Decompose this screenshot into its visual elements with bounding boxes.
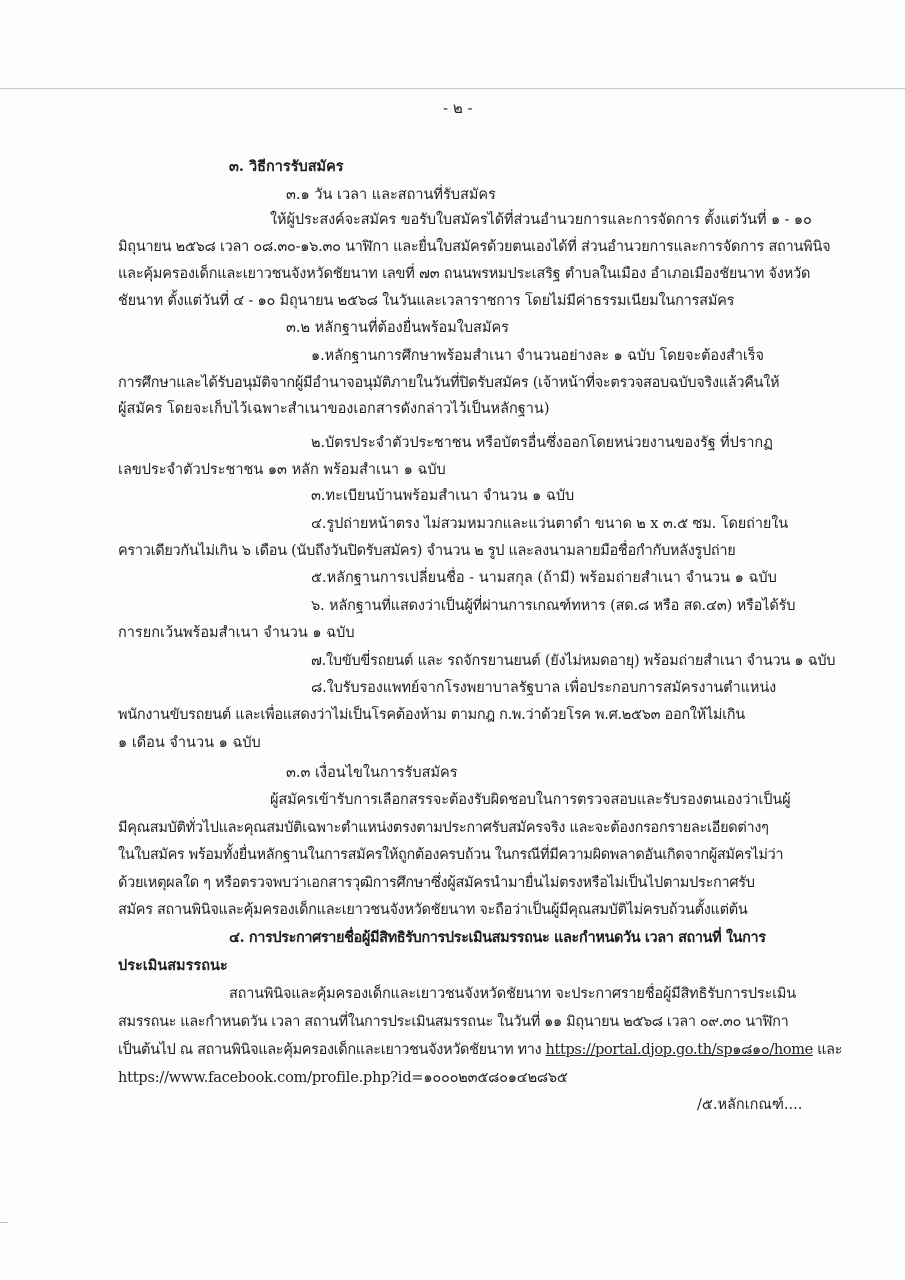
paragraph-line: ๖. หลักฐานที่แสดงว่าเป็นผู้ที่ผ่านการเกณฑ์ทหาร (สด.๘ หรือ สด.๔๓) หรือได้รับ	[311, 598, 796, 614]
paragraph-line: ๑.หลักฐานการศึกษาพร้อมสำเนา จำนวนอย่างละ ๑ ฉบับ โดยจะต้องสำเร็จ	[311, 348, 764, 364]
paragraph-line: สถานพินิจและคุ้มครองเด็กและเยาวชนจังหวัดชัยนาท จะประกาศรายชื่อผู้มีสิทธิรับการประเมิน	[229, 986, 796, 1002]
paragraph-line: และคุ้มครองเด็กและเยาวชนจังหวัดชัยนาท เลขที่ ๗๓ ถนนพรหมประเสริฐ ตำบลในเมือง อำเภอเมืองชัยนาท จังหวัด	[118, 266, 811, 282]
scan-edge-mark	[0, 1222, 8, 1223]
paragraph-line: การยกเว้นพร้อมสำเนา จำนวน ๑ ฉบับ	[118, 625, 355, 641]
section-4-title: ๔. การประกาศรายชื่อผู้มีสิทธิรับการประเมินสมรรถนะ และกำหนดวัน เวลา สถานที่ ในการ	[229, 929, 766, 946]
paragraph-line: ผู้สมัคร โดยจะเก็บไว้เฉพาะสำเนาของเอกสารดังกล่าวไว้เป็นหลักฐาน)	[118, 401, 550, 417]
section-3-3-title: ๓.๓ เงื่อนไขในการรับสมัคร	[286, 765, 458, 781]
facebook-url: https://www.facebook.com/profile.php?id=๑๐๐๐๒๓๕๘๐๑๔๒๘๖๕	[118, 1070, 568, 1086]
paragraph-line: มีคุณสมบัติทั่วไปและคุณสมบัติเฉพาะตำแหน่งตรงตามประกาศรับสมัครจริง และจะต้องกรอกรายละเอียดต่างๆ	[118, 820, 769, 836]
paragraph-line: เลขประจำตัวประชาชน ๑๓ หลัก พร้อมสำเนา ๑ ฉบับ	[118, 462, 446, 478]
paragraph-line: คราวเดียวกันไม่เกิน ๖ เดือน (นับถึงวันปิดรับสมัคร) จำนวน ๒ รูป และลงนามลายมือชื่อกำกับหลังรูปถ่าย	[118, 543, 736, 559]
paragraph-line: มิถุนายน ๒๕๖๘ เวลา ๐๘.๓๐-๑๖.๓๐ นาฬิกา และยื่นใบสมัครด้วยตนเองได้ที่ ส่วนอำนวยการและการจัดการ สถานพินิจ	[118, 239, 831, 255]
top-rule	[0, 88, 905, 89]
section-3-1-title: ๓.๑ วัน เวลา และสถานที่รับสมัคร	[286, 187, 496, 203]
continuation-note: /๕.หลักเกณฑ์....	[697, 1097, 803, 1113]
paragraph-line: ๔.รูปถ่ายหน้าตรง ไม่สวมหมวกและแว่นตาดำ ขนาด ๒ x ๓.๕ ซม. โดยถ่ายใน	[311, 516, 789, 532]
paragraph-line: ๕.หลักฐานการเปลี่ยนชื่อ - นามสกุล (ถ้ามี) พร้อมถ่ายสำเนา จำนวน ๑ ฉบับ	[311, 570, 777, 586]
paragraph-line: ๗.ใบขับขี่รถยนต์ และ รถจักรยานยนต์ (ยังไม่หมดอายุ) พร้อมถ่ายสำเนา จำนวน ๑ ฉบับ	[311, 653, 836, 669]
portal-link[interactable]: https://portal.djop.go.th/sp๑๘๑๐/home	[545, 1042, 813, 1058]
paragraph-line: ชัยนาท ตั้งแต่วันที่ ๔ - ๑๐ มิถุนายน ๒๕๖๘ ในวันและเวลาราชการ โดยไม่มีค่าธรรมเนียมในการสมัคร	[118, 293, 735, 309]
paragraph-line: ในใบสมัคร พร้อมทั้งยื่นหลักฐานในการสมัครให้ถูกต้องครบถ้วน ในกรณีที่มีความผิดพลาดอันเกิดจากผู้สมัครไม่ว่า	[118, 847, 784, 863]
section-3-title: ๓. วิธีการรับสมัคร	[229, 158, 344, 175]
paragraph-text: และ	[812, 1042, 843, 1058]
paragraph-line: ๒.บัตรประจำตัวประชาชน หรือบัตรอื่นซึ่งออกโดยหน่วยงานของรัฐ ที่ปรากฏ	[311, 435, 773, 451]
page-number: - ๒ -	[443, 99, 473, 117]
section-4-title-continued: ประเมินสมรรถนะ	[118, 957, 228, 974]
paragraph-line: สมรรถนะ และกำหนดวัน เวลา สถานที่ในการประเมินสมรรถนะ ในวันที่ ๑๑ มิถุนายน ๒๕๖๘ เวลา ๐๙.๓๐ นาฬิกา	[118, 1014, 789, 1030]
paragraph-line: การศึกษาและได้รับอนุมัติจากผู้มีอำนาจอนุมัติภายในวันที่ปิดรับสมัคร (เจ้าหน้าที่จะตรวจสอบฉบับจริงแล้วคืนให้	[118, 375, 780, 391]
paragraph-line: ให้ผู้ประสงค์จะสมัคร ขอรับใบสมัครได้ที่ส่วนอำนวยการและการจัดการ ตั้งแต่วันที่ ๑ - ๑๐	[270, 212, 812, 228]
paragraph-line: พนักงานขับรถยนต์ และเพื่อแสดงว่าไม่เป็นโรคต้องห้าม ตามกฎ ก.พ.ว่าด้วยโรค พ.ศ.๒๕๖๓ ออกให้ไม่เกิน	[118, 707, 745, 723]
paragraph-line: ผู้สมัครเข้ารับการเลือกสรรจะต้องรับผิดชอบในการตรวจสอบและรับรองตนเองว่าเป็นผู้	[270, 792, 791, 808]
paragraph-line-with-link	[118, 1040, 842, 1060]
paragraph-line: สมัคร สถานพินิจและคุ้มครองเด็กและเยาวชนจังหวัดชัยนาท จะถือว่าเป็นผู้มีคุณสมบัติไม่ครบถ้วนตั้งแต่ต้น	[118, 902, 748, 918]
section-3-2-title: ๓.๒ หลักฐานที่ต้องยื่นพร้อมใบสมัคร	[286, 320, 509, 336]
paragraph-line: ๑ เดือน จำนวน ๑ ฉบับ	[118, 735, 261, 751]
paragraph-line: ๘.ใบรับรองแพทย์จากโรงพยาบาลรัฐบาล เพื่อประกอบการสมัครงานตำแหน่ง	[311, 680, 777, 696]
paragraph-line: ด้วยเหตุผลใด ๆ หรือตรวจพบว่าเอกสารวุฒิการศึกษาซึ่งผู้สมัครนำมายื่นไม่ตรงหรือไม่เป็นไปตามประกาศรับ	[118, 875, 755, 891]
paragraph-line: ๓.ทะเบียนบ้านพร้อมสำเนา จำนวน ๑ ฉบับ	[311, 488, 575, 504]
paragraph-text: เป็นต้นไป ณ สถานพินิจและคุ้มครองเด็กและเยาวชนจังหวัดชัยนาท ทาง	[118, 1042, 546, 1058]
